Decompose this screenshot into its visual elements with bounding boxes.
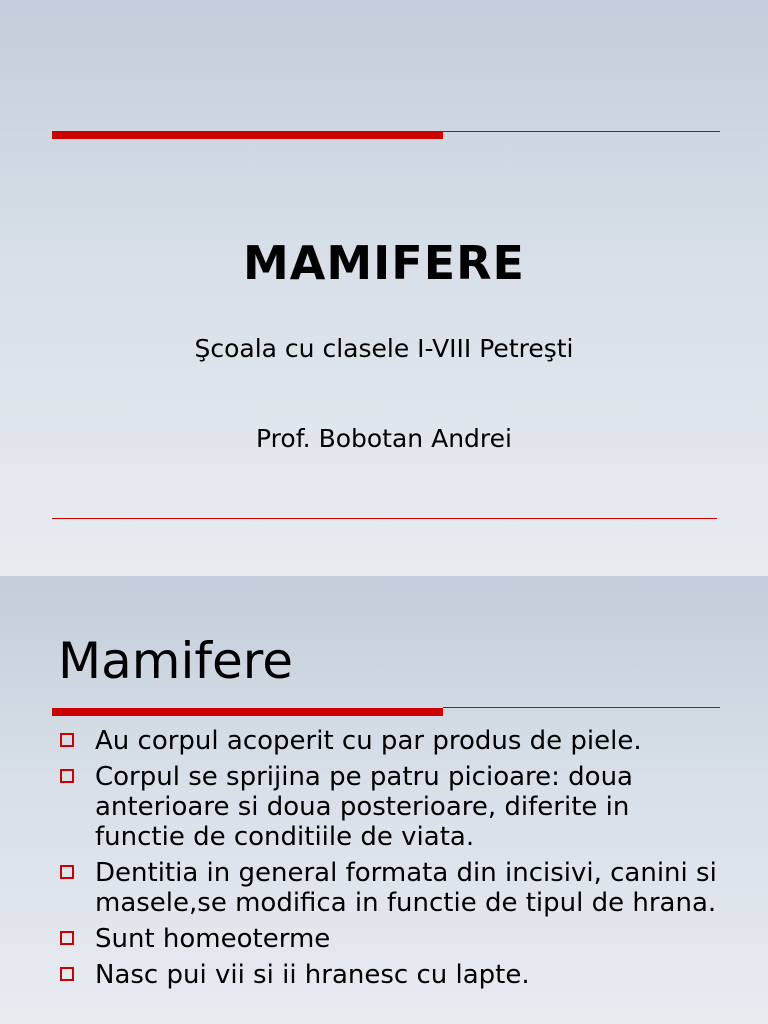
list-item [58,762,718,852]
heading-thin-red-rule [443,707,720,708]
heading-thick-red-rule [52,708,443,716]
bullet-text: Nasc pui vii si ii hranesc cu lapte. [95,960,530,990]
list-item [58,924,718,954]
slide-heading: Mamifere [58,632,293,690]
hollow-square-bullet-icon [60,931,74,945]
bullet-text: Dentitia in general formata din incisivi, canini si masele,se modifica in functie de tipul de hrana. [95,858,717,918]
bullet-list [58,726,718,996]
hollow-square-bullet-icon [60,967,74,981]
list-item [58,960,718,990]
list-item [58,726,718,756]
bullet-text: Au corpul acoperit cu par produs de piele. [95,726,642,756]
top-thin-red-rule [443,131,720,132]
top-thick-red-rule [52,131,443,139]
author-name: Prof. Bobotan Andrei [256,424,512,453]
list-item [58,858,718,918]
bullet-text: Corpul se sprijina pe patru picioare: doua anterioare si doua posterioare, diferite in functie de conditiile de viata. [95,762,633,852]
bullet-text: Sunt homeoterme [95,924,331,954]
hollow-square-bullet-icon [60,733,74,747]
presentation-title: MAMIFERE [243,236,525,290]
bottom-thin-red-rule [52,518,717,519]
hollow-square-bullet-icon [60,769,74,783]
hollow-square-bullet-icon [60,865,74,879]
school-name: Şcoala cu clasele I-VIII Petreşti [194,334,574,363]
content-slide [0,576,768,1024]
